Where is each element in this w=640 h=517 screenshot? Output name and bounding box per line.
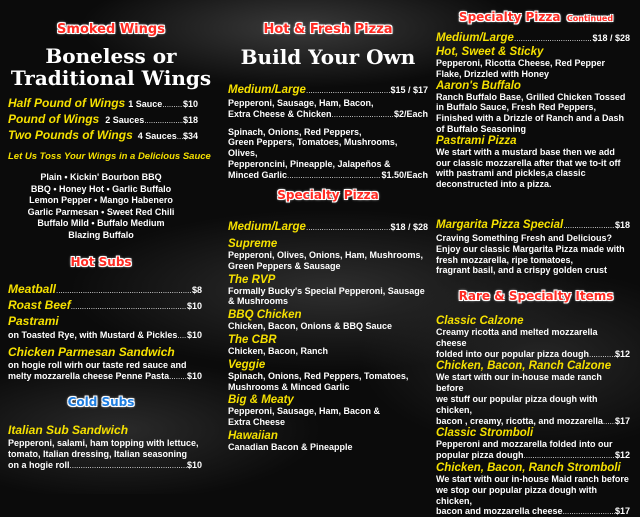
sauce-line: Buffalo Mild • Buffalo Medium [37, 218, 165, 228]
margarita-desc: Enjoy our classic Margarita Pizza made with [436, 243, 625, 254]
pizza-desc: Chicken, Bacon, Onions & BBQ Sauce [228, 321, 393, 332]
sauce-line: Blazing Buffalo [68, 229, 134, 240]
pizza-desc: Pepperoni, Olives, Onions, Ham, Mushrooms, [228, 250, 424, 260]
sub-item: Roast Beef ..... $10 [8, 298, 202, 314]
wings-title [6, 46, 216, 89]
italian-desc: Pepperoni, salami, ham topping with lettuce, [8, 438, 199, 448]
cbr-stromboli-title: Chicken, Bacon, Ranch Stromboli [436, 461, 621, 474]
stromboli-title: Classic Stromboli [436, 427, 534, 440]
pizza-desc: Extra Cheese [228, 417, 286, 428]
byo-section [228, 84, 428, 181]
chicken-parm-desc2: melty mozzarella cheese Penne Pasta ..... $10 [8, 371, 202, 382]
stromboli-desc2: popular pizza dough ..... $12 [436, 450, 630, 461]
sauce-line: BBQ • Honey Hot • Garlic Buffalo [30, 183, 172, 194]
pizza-name: The RVP [228, 273, 276, 286]
pizza-name: BBQ Chicken [228, 309, 302, 322]
cbr-calzone-desc: we stuff our popular pizza dough with chicken, [436, 393, 598, 415]
pastrami-title: Pastrami [8, 314, 59, 328]
margarita-title: Margarita Pizza Special ..... $18 [436, 219, 630, 233]
wings-title-line2: Traditional Wings [10, 65, 212, 90]
sauce-intro: Let Us Toss Your Wings in a Delicious Sauce [8, 151, 211, 162]
pizza-name: Supreme [228, 238, 278, 250]
pizza-name: Big & Meaty [228, 394, 294, 407]
pizza-desc: Spinach, Onions, Red Peppers, Tomatoes, [228, 370, 409, 381]
pizza-desc: Mushrooms & Minced Garlic [228, 381, 350, 392]
calzone-desc: Creamy ricotta and melted mozzarella cheese [436, 327, 598, 348]
pastrami-desc: on Toasted Rye, with Mustard & Pickles ..... $10 [8, 330, 202, 343]
wings-title-line1: Boneless or [45, 44, 177, 68]
byo-veg: Pepperoncini, Pineapple, Jalapeños & [228, 158, 391, 169]
pizza-name: The CBR [228, 333, 277, 346]
pizza-desc: with pastrami and pickles,a classic [436, 168, 586, 179]
calzone-desc2: folded into our popular pizza dough ..... $12 [436, 349, 630, 360]
byo-meats2: Extra Cheese & Chicken ..... $2/Each [228, 109, 428, 120]
continued-text: Continued [566, 14, 614, 23]
stromboli-desc: Pepperoni and mozzarella folded into our [436, 439, 613, 450]
specialty-pizza-list [228, 221, 428, 453]
wings-list [8, 96, 198, 144]
rare-items-list [436, 315, 630, 517]
sauce-line: Lemon Pepper • Mango Habenero [29, 195, 173, 205]
calzone-title: Classic Calzone [436, 315, 524, 327]
cbr-stromboli-desc: we stop our popular pizza dough with chicken, [436, 484, 597, 506]
wing-item: Pound of Wings 2 Sauces ..... $18 [8, 112, 198, 128]
italian-desc3: on a hogie roll ..... $10 [8, 460, 202, 471]
sub-item: Meatball ..... $8 [8, 282, 202, 298]
cold-subs-header: Cold Subs [67, 395, 135, 409]
byo-veg4: Minced Garlic ..... $1.50/Each [228, 170, 428, 181]
rare-items-header: Rare & Specialty Items [458, 289, 614, 303]
cold-subs-list [8, 423, 202, 470]
pizza-desc: our classic mozzarella after that we to-it off [436, 157, 621, 168]
pizza-desc: Finished with a Drizzle of Ranch and a Dash [436, 113, 625, 124]
smoked-wings-header: Smoked Wings [57, 22, 165, 37]
pizza-desc: Formally Bucky's Special Pepperoni, Sausage [228, 285, 425, 296]
hot-fresh-header: Hot & Fresh Pizza [263, 22, 393, 37]
pizza-name: Hawaiian [228, 429, 278, 442]
pizza-desc: Chicken, Bacon, Ranch [228, 345, 329, 356]
byo-veg: Spinach, Onions, Red Peppers, [228, 126, 362, 137]
pizza-name: Aaron's Buffalo [436, 79, 521, 92]
pizza-desc: We start with a mustard base then we add [436, 146, 615, 157]
chicken-parm-title: Chicken Parmesan Sandwich [8, 345, 175, 359]
margarita-desc: fragrant basil, and a crispy golden crust [436, 265, 608, 276]
margarita-desc: Craving Something Fresh and Delicious? [436, 233, 613, 243]
pizza-name: Hot, Sweet & Sticky [436, 46, 544, 58]
wing-item: Half Pound of Wings 1 Sauce ..... $10 [8, 96, 198, 112]
pizza-desc: of Buffalo Seasoning [436, 123, 526, 134]
pizza-desc: Flake, Drizzled with Honey [436, 68, 550, 79]
sauce-line: Garlic Parmesan • Sweet Red Chili [27, 206, 175, 217]
pizza-desc: deconstructed into a pizza. [436, 179, 552, 190]
wing-item: Two Pounds of Wings 4 Sauces ..... $34 [8, 128, 198, 144]
spec-size: Medium/Large ..... $18 / $28 [436, 32, 630, 46]
cbr-stromboli-desc: We start with our in-house Maid ranch before [436, 473, 629, 484]
chicken-parm-desc: on hogie roll wirh our taste red sauce and [8, 360, 187, 370]
cbr-stromboli-desc3: bacon and mozzarella cheese ..... $17 [436, 506, 630, 517]
specialty-continued-header [436, 8, 636, 26]
italian-desc: tomato, Italian dressing, Italian seasoning [8, 448, 188, 459]
byo-title: Build Your Own [240, 45, 416, 69]
pizza-desc: Green Peppers & Sausage [228, 260, 341, 271]
hot-subs-list [8, 282, 202, 382]
cbr-calzone-desc3: bacon , creamy, ricotta, and mozzarella ..... $17 [436, 416, 630, 427]
specialty-header-text: Specialty Pizza [458, 10, 561, 24]
margarita-desc: fresh mozzarella, ripe tomatoes, [436, 254, 574, 265]
specialty-pizza-header: Specialty Pizza [277, 188, 379, 202]
cbr-calzone-title: Chicken, Bacon, Ranch Calzone [436, 360, 612, 373]
pizza-desc: Canadian Bacon & Pineapple [228, 441, 353, 452]
sauce-list [6, 172, 196, 241]
pizza-name: Pastrami Pizza [436, 134, 517, 147]
spec-size: Medium/Large ..... $18 / $28 [228, 221, 428, 236]
byo-meats: Pepperoni, Sausage, Ham, Bacon, [228, 98, 374, 108]
pizza-desc: in Buffalo Sauce, Fresh Red Peppers, [436, 102, 597, 113]
pizza-desc: Ranch Buffalo Base, Grilled Chicken Tossed [436, 91, 626, 102]
italian-title: Italian Sub Sandwich [8, 423, 129, 437]
pizza-desc: & Mushrooms [228, 296, 289, 307]
byo-veg: Green Peppers, Tomatoes, Mushrooms, Olives, [228, 137, 398, 159]
hot-subs-header: Hot Subs [70, 255, 132, 269]
byo-size: Medium/Large ..... $15 / $17 [228, 84, 428, 98]
pizza-name: Veggie [228, 358, 266, 371]
specialty-continued-list [436, 32, 630, 190]
sauce-line: Plain • Kickin' Bourbon BBQ [40, 172, 162, 182]
margarita-section [436, 219, 630, 276]
cbr-calzone-desc: We start with our in-house made ranch before [436, 372, 602, 394]
pizza-desc: Pepperoni, Sausage, Ham, Bacon & [228, 406, 381, 417]
pizza-desc: Pepperoni, Ricotta Cheese, Red Pepper [436, 58, 606, 68]
